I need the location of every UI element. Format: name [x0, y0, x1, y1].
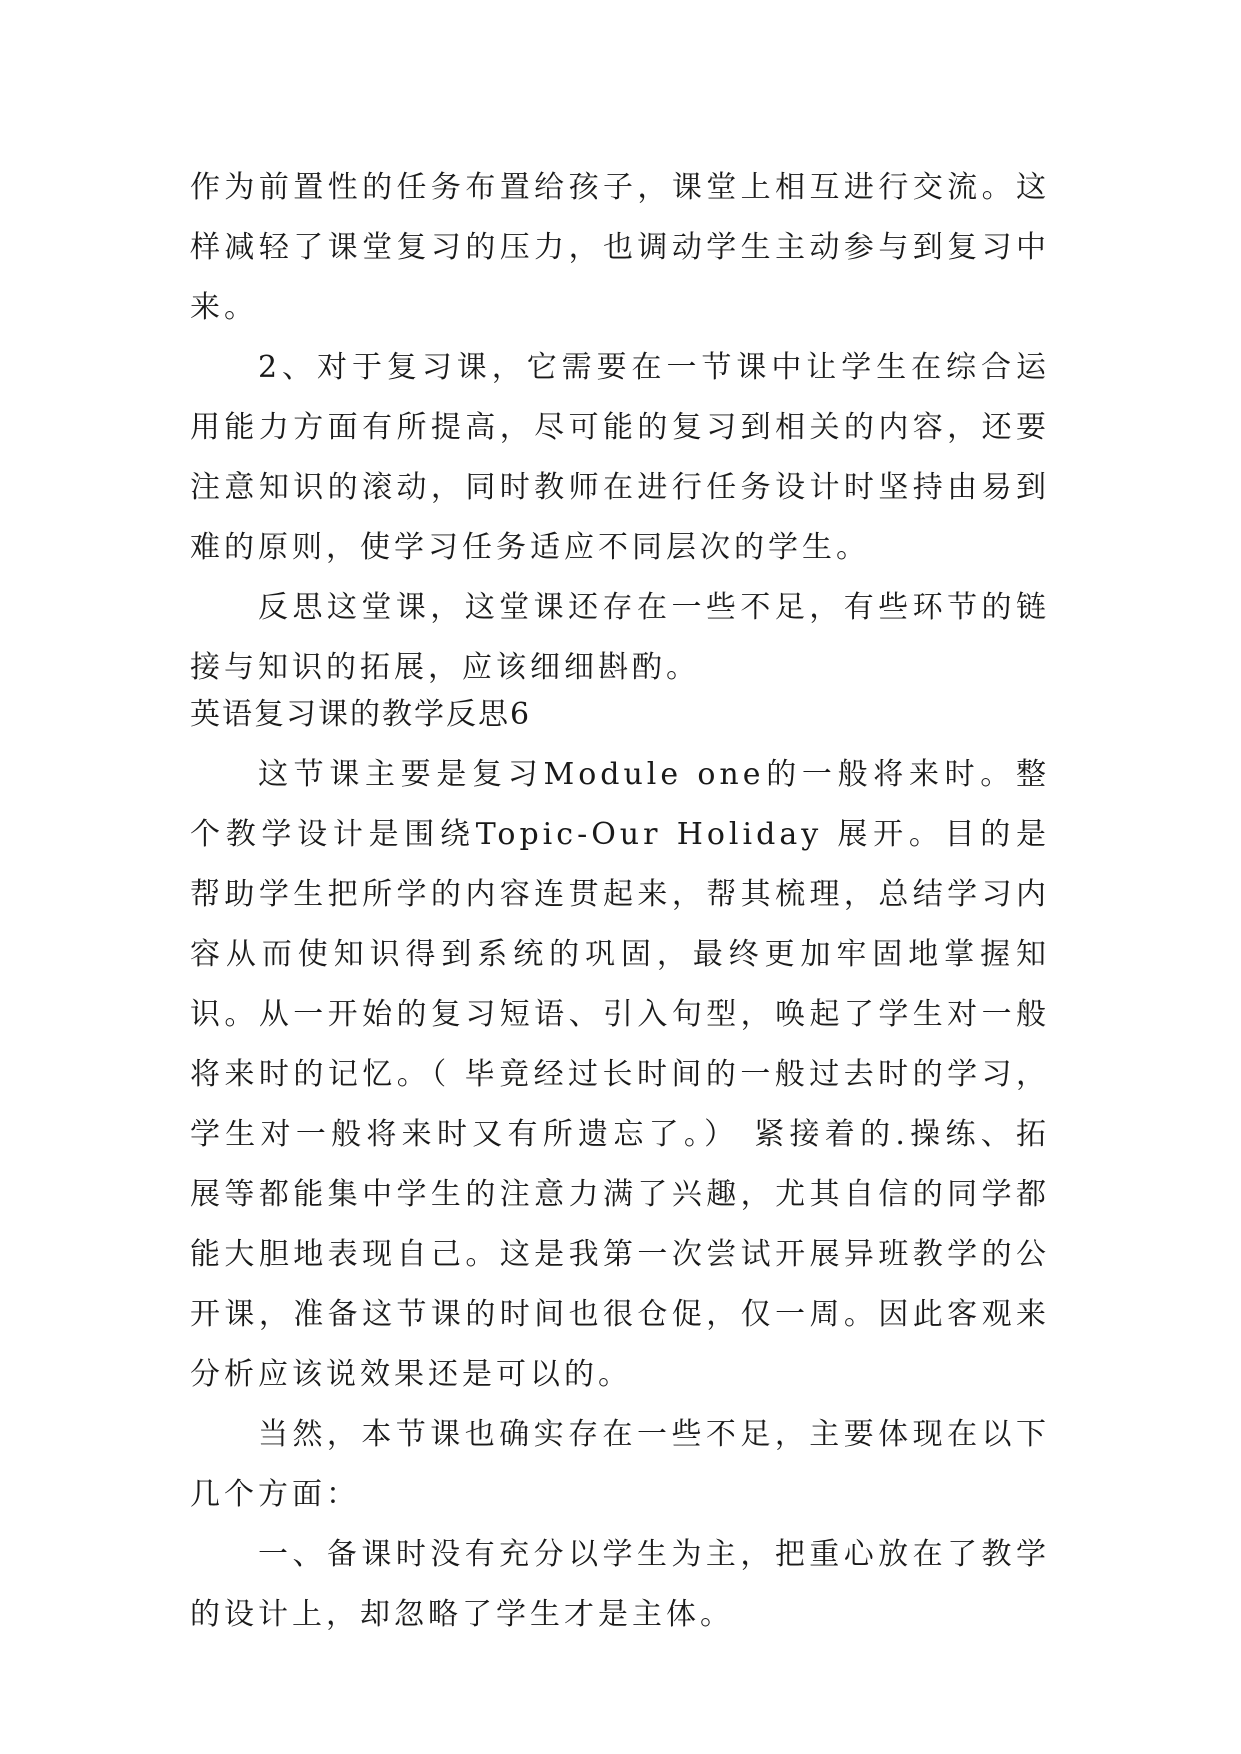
- section-two-body: [190, 745, 1050, 1645]
- paragraph: 作为前置性的任务布置给孩子，课堂上相互进行交流。这样减轻了课堂复习的压力，也调动学生主动参与到复习中来。: [190, 170, 1050, 325]
- paragraph: 这节课主要是复习Module one的一般将来时。整个教学设计是围绕Topic-Our Holiday 展开。目的是帮助学生把所学的内容连贯起来，帮其梳理，总结学习内容从而使知识得到系统的巩固，最终更加牢固地掌握知识。从一开始的复习短语、引入句型，唤起了学生对一般将来时的记忆。（ 毕竟经过长时间的一般过去时的学习，学生对一般将来时又有所遗忘了。） 紧接着的.操练、拓展等都能集中学生的注意力满了兴趣，尤其自信的同学都能大胆地表现自己。这是我第一次尝试开展异班教学的公开课，准备这节课的时间也很仓促，仅一周。因此客观来分析应该说效果还是可以的。: [190, 757, 1050, 1392]
- section-one-body: [190, 158, 1050, 698]
- section-heading: 英语复习课的教学反思6: [190, 697, 532, 732]
- paragraph: 2、对于复习课，它需要在一节课中让学生在综合运用能力方面有所提高，尽可能的复习到相关的内容，还要注意知识的滚动，同时教师在进行任务设计时坚持由易到难的原则，使学习任务适应不同层次的学生。: [190, 350, 1050, 565]
- paragraph: 反思这堂课，这堂课还存在一些不足，有些环节的链接与知识的拓展，应该细细斟酌。: [190, 590, 1050, 685]
- paragraph: 一、备课时没有充分以学生为主，把重心放在了教学的设计上，却忽略了学生才是主体。: [190, 1537, 1050, 1632]
- paragraph: 当然，本节课也确实存在一些不足，主要体现在以下几个方面：: [190, 1417, 1050, 1512]
